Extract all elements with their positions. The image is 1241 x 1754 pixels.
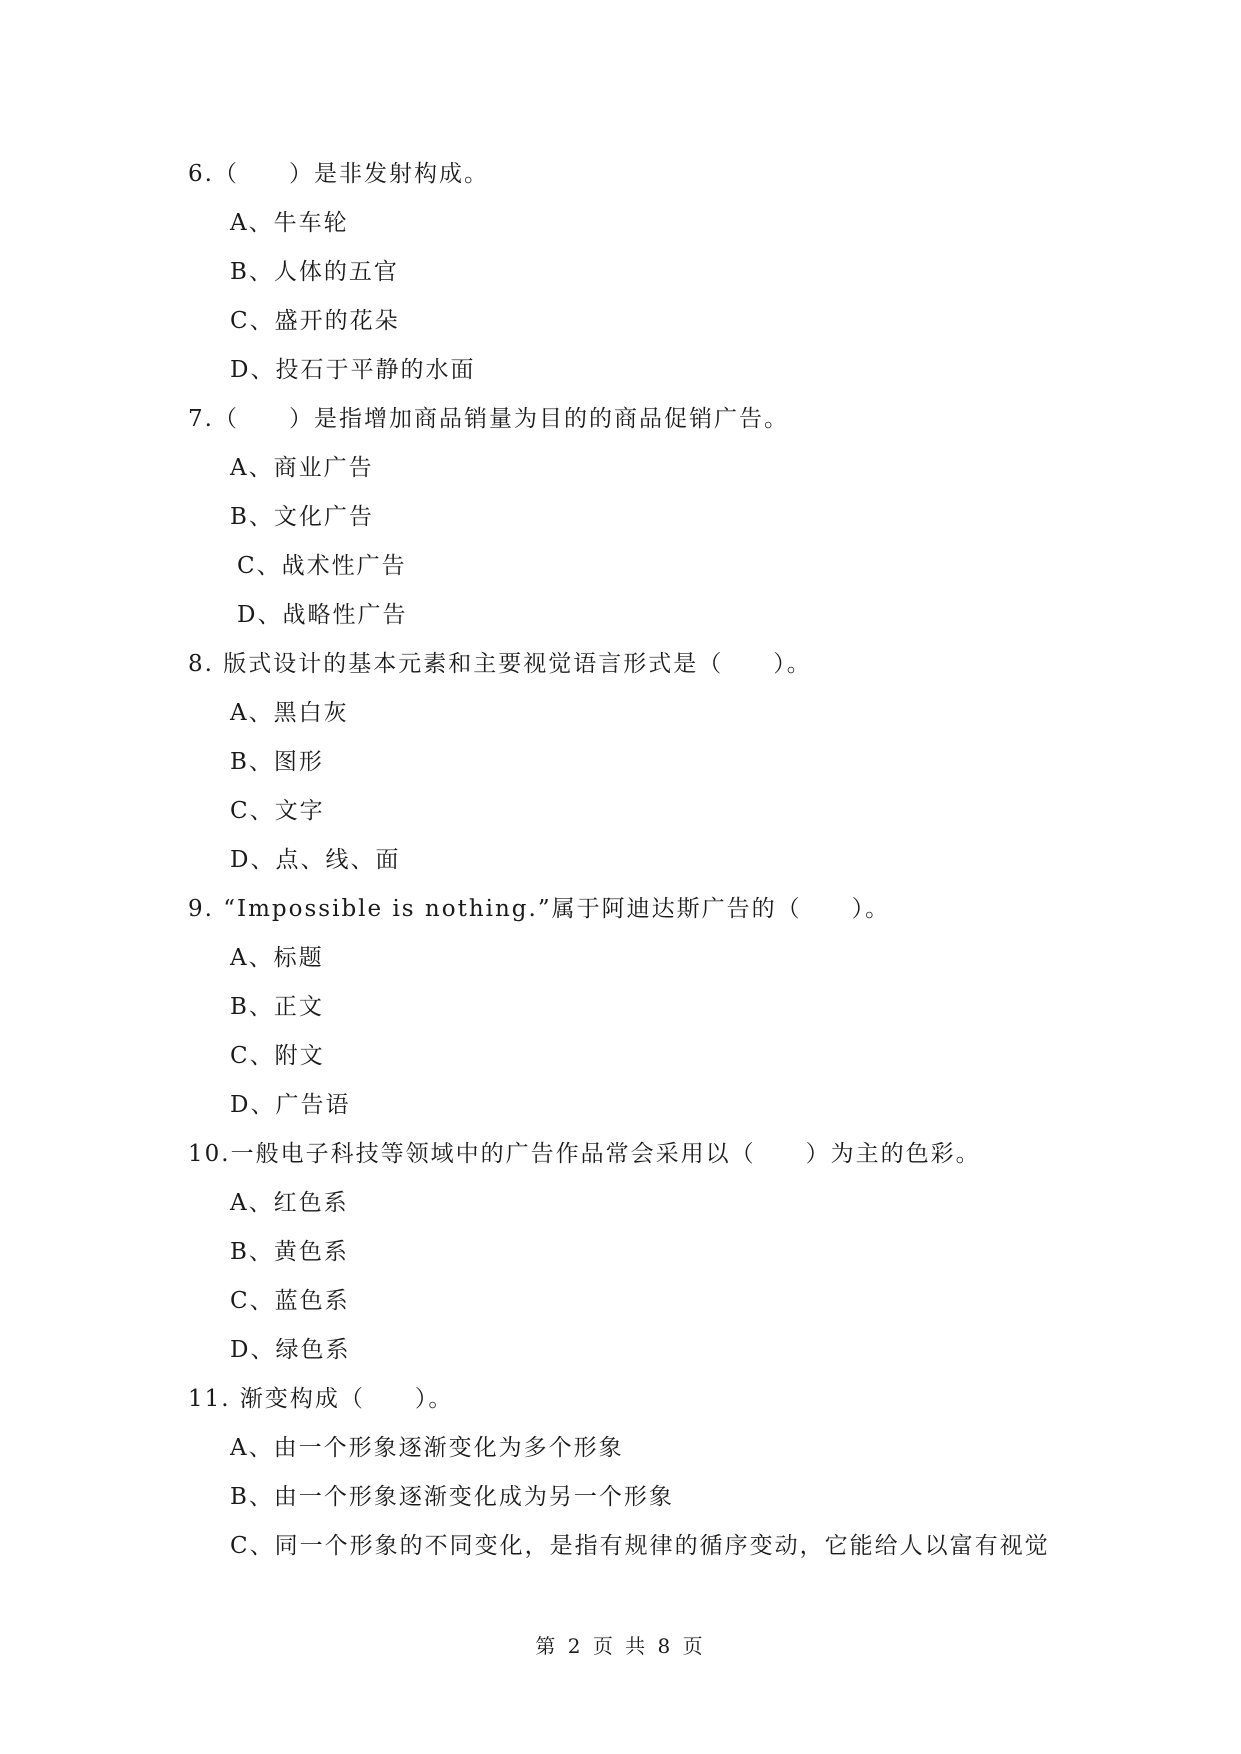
option-11c: C、同一个形象的不同变化，是指有规律的循序变动，它能给人以富有视觉 bbox=[230, 1533, 1050, 1559]
option-8c: C、文字 bbox=[230, 798, 325, 824]
option-7b: B、文化广告 bbox=[230, 504, 374, 530]
option-9c: C、附文 bbox=[230, 1043, 325, 1069]
question-7-stem: 7.（ ）是指增加商品销量为目的的商品促销广告。 bbox=[188, 406, 789, 432]
option-11b: B、由一个形象逐渐变化成为另一个形象 bbox=[230, 1484, 674, 1510]
option-11a: A、由一个形象逐渐变化为多个形象 bbox=[230, 1435, 624, 1461]
option-7c: C、战术性广告 bbox=[237, 553, 407, 579]
option-8a: A、黑白灰 bbox=[230, 700, 349, 726]
option-6d: D、投石于平静的水面 bbox=[230, 357, 476, 383]
option-6b: B、人体的五官 bbox=[230, 259, 399, 285]
question-list bbox=[188, 150, 1088, 1571]
question-6-stem: 6.（ ）是非发射构成。 bbox=[188, 161, 489, 187]
page-number-footer: 第 2 页 共 8 页 bbox=[535, 1634, 706, 1658]
option-9d: D、广告语 bbox=[230, 1092, 351, 1118]
question-9-stem: 9. “Impossible is nothing.”属于阿迪达斯广告的（ ）。 bbox=[188, 896, 891, 922]
option-10c: C、蓝色系 bbox=[230, 1288, 350, 1314]
option-6c: C、盛开的花朵 bbox=[230, 308, 400, 334]
question-10-stem: 10.一般电子科技等领域中的广告作品常会采用以（ ）为主的色彩。 bbox=[188, 1141, 981, 1167]
option-10b: B、黄色系 bbox=[230, 1239, 349, 1265]
option-9a: A、标题 bbox=[230, 945, 324, 971]
option-8d: D、点、线、面 bbox=[230, 847, 401, 873]
option-7a: A、商业广告 bbox=[230, 455, 374, 481]
option-7d: D、战略性广告 bbox=[237, 602, 408, 628]
option-9b: B、正文 bbox=[230, 994, 324, 1020]
option-10a: A、红色系 bbox=[230, 1190, 349, 1216]
option-10d: D、绿色系 bbox=[230, 1337, 351, 1363]
question-8-stem: 8. 版式设计的基本元素和主要视觉语言形式是（ ）。 bbox=[188, 651, 812, 677]
question-11-stem: 11. 渐变构成（ ）。 bbox=[188, 1386, 454, 1412]
option-8b: B、图形 bbox=[230, 749, 324, 775]
option-6a: A、牛车轮 bbox=[230, 210, 349, 236]
